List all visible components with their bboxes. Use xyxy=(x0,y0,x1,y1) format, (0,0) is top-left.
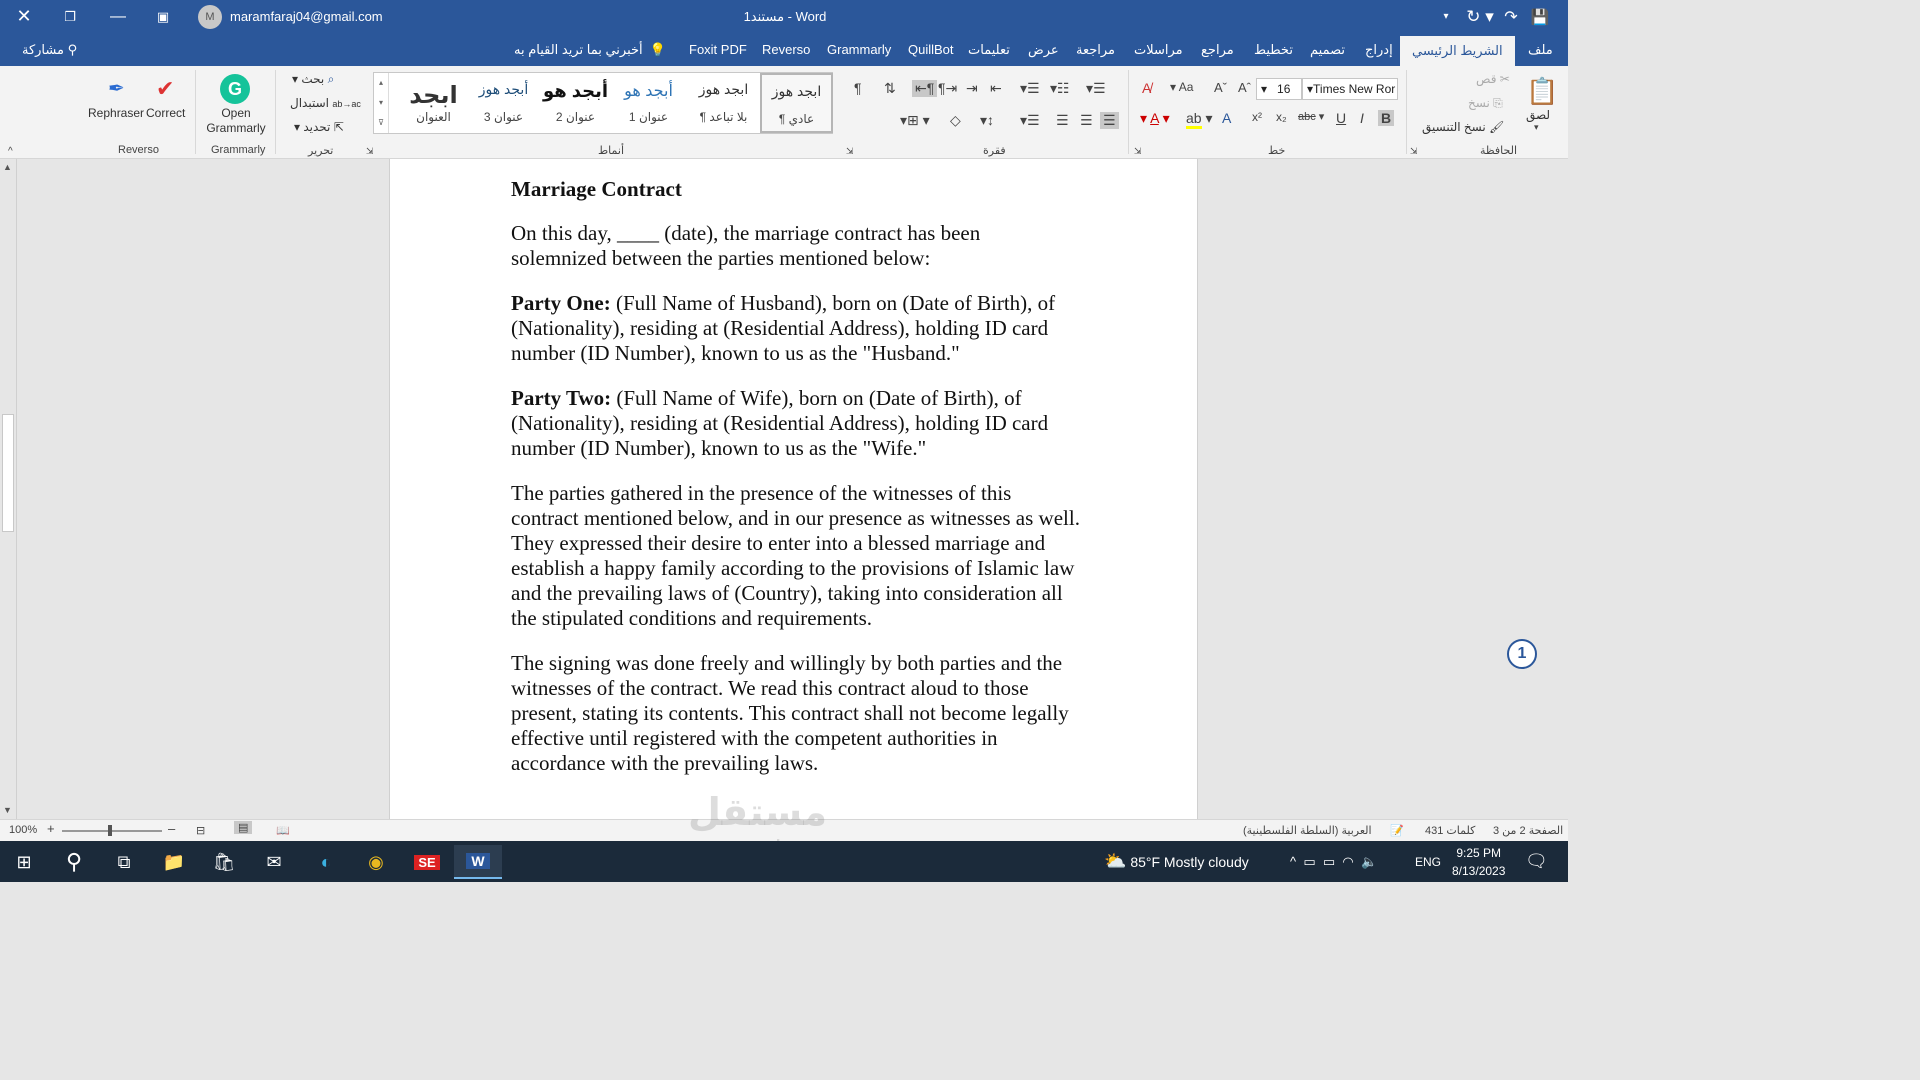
text-effects-icon[interactable]: A xyxy=(1222,110,1232,126)
word-count[interactable]: 431 كلمات xyxy=(1425,825,1476,837)
increase-indent-icon[interactable]: ⇥ xyxy=(966,80,978,96)
align-center-icon[interactable]: ☰ xyxy=(1080,112,1093,128)
style-sample: ابجد هوز xyxy=(771,83,822,99)
avatar: M xyxy=(198,5,222,29)
underline-icon[interactable]: U xyxy=(1336,110,1347,126)
divider xyxy=(1406,70,1407,154)
undo-icon[interactable]: ↷ xyxy=(1504,8,1518,26)
style-name: العنوان xyxy=(416,110,451,124)
weather-text: 85°F Mostly cloudy xyxy=(1130,853,1249,870)
group-label-paragraph: فقرة xyxy=(983,145,1006,157)
style-heading-2[interactable] xyxy=(539,73,612,133)
share-button[interactable] xyxy=(22,33,77,66)
paste-icon[interactable]: 📋 xyxy=(1526,76,1559,106)
correct-icon: ✔ xyxy=(156,76,175,101)
tab-review[interactable]: مراجعة xyxy=(1076,41,1116,57)
cut-label: قص xyxy=(1476,72,1497,86)
replace-icon: ab→ac xyxy=(332,99,361,109)
chevron-up-icon: ^ xyxy=(1290,854,1297,869)
highlight-icon[interactable]: ab ▾ xyxy=(1186,110,1213,127)
task-view-icon[interactable]: ⧉ xyxy=(117,851,131,872)
borders-icon[interactable]: ▾⊞ ▾ xyxy=(900,112,930,128)
tab-file[interactable]: ملف xyxy=(1528,41,1553,57)
dialog-launcher-icon[interactable]: ⇲ xyxy=(366,146,374,156)
search-icon[interactable]: ⚲ xyxy=(65,849,83,874)
ribbon xyxy=(0,66,1568,159)
vertical-scrollbar[interactable] xyxy=(0,159,17,819)
group-label-font: خط xyxy=(1268,145,1286,157)
copy-icon: ⎘ xyxy=(1493,96,1503,110)
party-one-text: (Full Name of Husband), born on (Date of Birth), of (Nationality), residing at (Residential Address), holding ID card number (ID Number), known to us as the "Husband." xyxy=(511,291,1056,365)
zoom-out-icon[interactable]: – xyxy=(168,821,176,836)
copy-label: نسخ xyxy=(1468,96,1490,110)
cut-button[interactable] xyxy=(1476,72,1510,86)
grammarly-icon: G xyxy=(220,74,250,104)
collapse-ribbon-icon[interactable]: ^ xyxy=(8,146,13,157)
font-size-input[interactable]: ▾ 16 xyxy=(1256,78,1302,100)
web-layout-icon[interactable]: ⊟ xyxy=(196,825,206,837)
tab-insert[interactable]: إدراج xyxy=(1365,41,1393,57)
line-spacing-icon[interactable]: ▾↕ xyxy=(980,112,995,128)
correct-button[interactable]: Correct xyxy=(146,106,186,120)
tab-layout[interactable]: تخطيط xyxy=(1254,41,1293,57)
divider xyxy=(195,70,196,154)
read-mode-icon[interactable]: 📖 xyxy=(276,825,290,837)
redo-icon[interactable]: ↻ ▾ xyxy=(1466,6,1494,26)
tab-references[interactable]: مراجع xyxy=(1201,41,1234,57)
document-title: Marriage Contract xyxy=(511,177,682,201)
open-grammarly-button[interactable]: Open Grammarly xyxy=(206,106,266,135)
lightbulb-icon: 💡 xyxy=(649,41,667,57)
superscript-icon[interactable]: x² xyxy=(1252,110,1262,124)
style-no-spacing[interactable] xyxy=(687,73,760,133)
close-icon[interactable]: ✕ xyxy=(16,6,32,26)
device-icon: ▭ xyxy=(1303,853,1316,869)
group-label-styles: أنماط xyxy=(598,145,625,157)
tray-icons[interactable] xyxy=(1290,841,1377,882)
style-name: ¶ بلا تباعد xyxy=(699,110,748,124)
italic-icon[interactable]: I xyxy=(1360,110,1364,126)
party-one-label: Party One: xyxy=(511,291,611,315)
zoom-slider[interactable] xyxy=(62,830,162,832)
windows-start-icon[interactable]: ⊞ xyxy=(16,851,32,872)
scissors-icon: ✂ xyxy=(1499,72,1510,86)
rephraser-icon: ✒ xyxy=(108,78,125,100)
style-name: عنوان 2 xyxy=(555,110,596,124)
taskbar xyxy=(0,841,1568,882)
paragraph-witnesses: The parties gathered in the presence of the witnesses of this contract mentioned below, and in our presence as witnesses as well. They expressed their desire to enter into a blessed marriage and establish a happy family according to the provisions of Islamic law and the prevailing laws of (Country), taking into consideration all the stipulated conditions and requirements. xyxy=(511,481,1080,630)
tab-home[interactable]: الشريط الرئيسي xyxy=(1400,36,1515,66)
replace-button[interactable] xyxy=(290,96,361,110)
dialog-launcher-icon[interactable]: ⇲ xyxy=(846,146,854,156)
volume-icon: 🔈 xyxy=(1360,853,1378,869)
customize-qat-icon[interactable]: ▾ xyxy=(1443,11,1449,22)
find-label: بحث xyxy=(301,72,325,86)
window-title: مستند1 - Word xyxy=(743,8,827,24)
shading-icon[interactable]: ◇ xyxy=(950,112,961,128)
word-taskbar-icon[interactable]: W xyxy=(454,845,502,879)
restore-icon[interactable]: ❐ xyxy=(64,8,76,24)
document-area xyxy=(0,159,1568,819)
zoom-level[interactable]: 100% xyxy=(9,824,38,836)
save-icon[interactable]: 💾 xyxy=(1530,8,1550,26)
document-body[interactable] xyxy=(511,177,1081,796)
paste-button[interactable]: لصق xyxy=(1526,108,1551,122)
clock-time: 9:25 PM xyxy=(1456,845,1502,860)
sort-icon[interactable]: ⇅ xyxy=(884,80,896,96)
language-status[interactable]: العربية (السلطة الفلسطينية) xyxy=(1243,825,1372,837)
style-sample: أبجد هوز xyxy=(478,81,529,97)
format-painter-button[interactable] xyxy=(1422,120,1504,134)
title-bar xyxy=(0,0,1568,33)
tab-grammarly[interactable]: Grammarly xyxy=(827,42,892,57)
ribbon-display-icon[interactable]: ▣ xyxy=(156,8,170,24)
share-label: مشاركة xyxy=(22,41,64,57)
decrease-indent-icon[interactable]: ⇤ xyxy=(990,80,1002,96)
group-label-grammarly: Grammarly xyxy=(211,144,266,156)
style-title[interactable] xyxy=(397,73,470,133)
tab-foxit-pdf[interactable]: Foxit PDF xyxy=(689,42,747,57)
group-label-reverso: Reverso xyxy=(118,144,159,156)
clear-formatting-icon[interactable]: A̸ xyxy=(1142,80,1152,96)
mail-icon[interactable]: ✉ xyxy=(266,851,282,872)
style-sample: أبجد هو xyxy=(542,81,609,101)
app-se-icon[interactable]: SE xyxy=(403,845,451,879)
font-color-icon[interactable]: ▾ A ▾ xyxy=(1140,110,1170,126)
paragraph-signing: The signing was done freely and willingly by both parties and the witnesses of the contract. We read this contract aloud to those present, stating its contents. This contract shall not become legally effective until registered with the competent authorities in accordance with the prevailing laws. xyxy=(511,651,1069,775)
style-sample: أبجد هو xyxy=(624,83,673,100)
show-marks-icon[interactable]: ¶ xyxy=(854,80,862,96)
paintbrush-icon: 🖌 xyxy=(1489,120,1505,134)
font-name-value: Times New Ror xyxy=(1313,82,1396,96)
gallery-scroll[interactable]: ▴ ▾ ⊽ xyxy=(374,73,389,133)
shrink-font-icon[interactable]: Aˇ xyxy=(1214,80,1227,95)
party-two-text: (Full Name of Wife), born on (Date of Birth), of (Nationality), residing at (Residential Address), holding ID card number (ID Number), known to us as the "Wife." xyxy=(511,386,1049,460)
page-number[interactable]: الصفحة 2 من 3 xyxy=(1493,825,1564,837)
style-normal[interactable] xyxy=(760,73,833,133)
numbering-icon[interactable]: ▾☷ xyxy=(1050,80,1070,96)
style-name: عنوان 3 xyxy=(483,110,524,124)
style-heading-3[interactable] xyxy=(467,73,540,133)
paragraph-intro: On this day, ____ (date), the marriage contract has been solemnized between the parties mentioned below: xyxy=(511,221,981,270)
font-size-value: 16 xyxy=(1277,82,1291,96)
tab-help[interactable]: تعليمات xyxy=(968,41,1010,57)
minimize-icon[interactable]: — xyxy=(110,7,126,25)
store-icon[interactable]: 🛍 xyxy=(212,851,236,872)
notification-center-icon[interactable]: 🗨 xyxy=(1525,851,1548,871)
battery-icon: ▭ xyxy=(1322,853,1336,869)
tab-reverso[interactable]: Reverso xyxy=(762,42,811,57)
bold-icon[interactable]: B xyxy=(1378,110,1394,126)
rephraser-button[interactable]: Rephraser xyxy=(88,106,145,120)
wifi-icon: ◠ xyxy=(1342,853,1354,869)
tab-quillbot[interactable]: QuillBot xyxy=(908,42,954,57)
font-name-input[interactable]: ▾ Times New Ror xyxy=(1302,78,1398,100)
paragraph-party-one xyxy=(511,291,1081,366)
notification-badge[interactable]: 1 xyxy=(1507,639,1537,669)
select-button[interactable]: ▾ تحديد ⇱ xyxy=(294,120,344,134)
replace-label: استبدال xyxy=(290,96,329,110)
align-right-icon[interactable]: ☰ xyxy=(1100,112,1119,129)
ribbon-tabs xyxy=(0,33,1568,66)
tell-me-label: أخبرني بما تريد القيام به xyxy=(514,41,643,57)
tab-view[interactable]: عرض xyxy=(1028,41,1059,57)
justify-icon[interactable]: ▾☰ xyxy=(1020,112,1040,128)
tab-design[interactable]: تصميم xyxy=(1310,41,1345,57)
account-email: maramfaraj04@gmail.com xyxy=(230,9,383,24)
clock[interactable] xyxy=(1452,841,1505,882)
input-language[interactable]: ENG xyxy=(1415,854,1442,869)
scroll-thumb[interactable] xyxy=(2,414,14,532)
party-two-label: Party Two: xyxy=(511,386,612,410)
magnifier-icon: ⌕ xyxy=(327,72,335,86)
subscript-icon[interactable]: x₂ xyxy=(1276,110,1287,124)
format-painter-label: نسخ التنسيق xyxy=(1422,120,1486,134)
grow-font-icon[interactable]: Aˆ xyxy=(1238,80,1251,95)
group-label-editing: تحرير xyxy=(308,145,334,157)
document-page[interactable] xyxy=(389,159,1198,819)
edge-icon[interactable]: ◐ xyxy=(320,851,332,872)
strikethrough-icon[interactable]: abc ▾ xyxy=(1298,111,1325,123)
chevron-down-icon[interactable]: ▾ xyxy=(1534,122,1539,132)
style-sample: ابجد xyxy=(409,82,458,109)
paragraph-party-two xyxy=(511,386,1081,461)
account[interactable] xyxy=(198,0,383,33)
change-case-icon[interactable]: ▾ Aa xyxy=(1170,80,1194,94)
cursor-icon: ⇱ xyxy=(333,120,344,134)
weather-widget[interactable] xyxy=(1104,841,1249,882)
print-layout-icon[interactable]: ▤ xyxy=(234,821,252,834)
multilevel-list-icon[interactable]: ▾☰ xyxy=(1020,80,1040,96)
find-button[interactable]: ▾ بحث ⌕ xyxy=(292,72,335,86)
proofing-icon[interactable]: 📝 xyxy=(1390,825,1404,837)
file-explorer-icon[interactable]: 📁 xyxy=(162,851,186,872)
scroll-up-icon[interactable]: ▲ xyxy=(3,162,12,172)
clock-date: 8/13/2023 xyxy=(1452,863,1506,878)
align-left-icon[interactable]: ☰ xyxy=(1056,112,1069,128)
copy-button[interactable] xyxy=(1468,96,1503,111)
zoom-in-icon[interactable]: + xyxy=(47,821,55,836)
cloud-icon: ⛅ xyxy=(1104,851,1127,871)
dialog-launcher-icon[interactable]: ⇲ xyxy=(1134,146,1142,156)
tab-mailings[interactable]: مراسلات xyxy=(1134,41,1183,57)
style-name: عنوان 1 xyxy=(628,110,669,124)
ltr-direction-icon[interactable]: ¶⇥ xyxy=(938,80,958,96)
divider xyxy=(275,70,276,154)
divider xyxy=(1128,70,1129,154)
watermark-arabic: مستقل xyxy=(688,792,827,834)
person-icon: ⚲ xyxy=(67,41,78,57)
style-heading-1[interactable] xyxy=(612,73,685,133)
tell-me-search[interactable] xyxy=(514,33,666,66)
bullets-icon[interactable]: ▾☰ xyxy=(1086,80,1106,96)
scroll-down-icon[interactable]: ▼ xyxy=(3,805,12,815)
chrome-icon[interactable]: ◉ xyxy=(368,851,384,872)
style-sample: ابجد هوز xyxy=(698,81,749,97)
style-name: ¶ عادي xyxy=(778,112,815,126)
select-label: تحديد xyxy=(303,120,331,134)
group-label-clipboard: الحافظة xyxy=(1480,145,1518,157)
styles-gallery xyxy=(373,72,833,134)
zoom-slider-knob[interactable] xyxy=(108,825,112,836)
rtl-direction-icon[interactable]: ⇤¶ xyxy=(912,80,937,97)
dialog-launcher-icon[interactable]: ⇲ xyxy=(1410,146,1418,156)
